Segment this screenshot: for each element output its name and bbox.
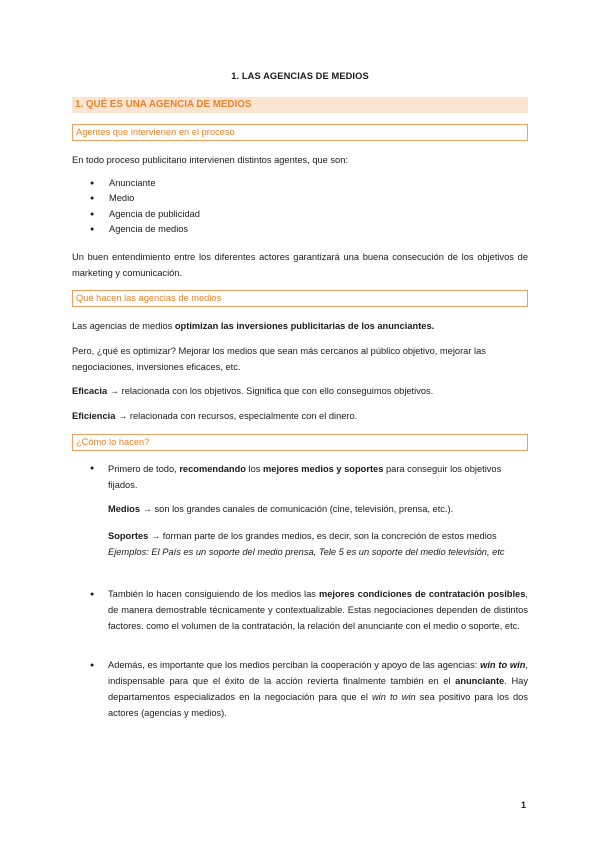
text-run: Las agencias de medios [72, 321, 175, 331]
document-title: 1. LAS AGENCIAS DE MEDIOS [231, 71, 369, 81]
eficacia-term: Eficacia [72, 386, 108, 396]
list-item: ● Medio [90, 191, 200, 206]
text-run: , indispensable para que el éxito de la acción revierta finalmente también en el [108, 660, 528, 686]
como-bullet-1 [108, 461, 528, 493]
como-bullet-3 [108, 657, 528, 721]
como-bullet-2 [108, 586, 528, 634]
text-run: Primero de todo, [108, 464, 180, 474]
que-hacen-p1 [72, 318, 528, 334]
soportes-text: → forman parte de los grandes medios, es decir, son la concreción de estos medios [148, 531, 497, 541]
bullet-marker: ● [90, 591, 95, 598]
text-run: sea positivo para los dos actores (agencias y medios). [108, 692, 528, 718]
text-run-bold: mejores medios y soportes [263, 464, 384, 474]
soportes-definition [108, 528, 528, 560]
eficacia-text: → relacionada con los objetivos. Significa que con ello conseguimos objetivos. [107, 386, 434, 396]
text-run: los [245, 464, 264, 474]
bullet-marker: ● [90, 465, 95, 472]
agentes-outro: Un buen entendimiento entre los diferentes actores garantizará una buena consecución de los objetivos de marketing y comunicación. [72, 252, 528, 278]
text-run: , de manera demostrable técnicamente y contextualizable. Estas negociaciones dependen de distintos factores. como el volumen de la contratación, la relación del anunciante con el medio o soporte, etc. [108, 589, 528, 631]
medios-term: Medios [108, 504, 141, 514]
soportes-term: Soportes [108, 531, 149, 541]
subheading-como: ¿Cómo lo hacen? [72, 434, 528, 451]
soportes-example: Ejemplos: El País es un soporte del medio prensa, Tele 5 es un soporte del medio televisión, etc [108, 547, 505, 557]
medios-text: → son los grandes canales de comunicación (cine, televisión, prensa, etc.). [140, 504, 454, 514]
agentes-intro: En todo proceso publicitario intervienen distintos agentes, que son: [72, 155, 348, 165]
que-hacen-p2: Pero, ¿qué es optimizar? Mejorar los medios que sean más cercanos al público objetivo, mejorar las negociaciones, inversiones eficaces, etc. [72, 346, 486, 372]
eficacia-definition [72, 383, 528, 399]
text-run-bold: mejores condiciones de contratación posibles [318, 589, 526, 599]
list-item: ● Anunciante [90, 176, 200, 191]
subheading-que-hacen: Qué hacen las agencias de medios [72, 290, 528, 307]
section-heading: 1. QUÉ ES UNA AGENCIA DE MEDIOS [72, 97, 528, 113]
text-run-bold: anunciante [455, 676, 505, 686]
text-run: para conseguir los objetivos fijados. [108, 464, 502, 490]
text-run: Además, es importante que los medios perciban la cooperación y apoyo de las agencias: [108, 660, 481, 670]
text-run-italic: win to win [371, 692, 416, 702]
subheading-agentes: Agentes que intervienen en el proceso [72, 124, 528, 141]
list-item: ● Agencia de medios [90, 222, 200, 237]
text-run-bold: recomendando [179, 464, 246, 474]
bullet-marker: ● [90, 662, 95, 669]
list-item: ● Agencia de publicidad [90, 207, 200, 222]
eficiencia-term: Eficiencia [72, 411, 116, 421]
page-number: 1 [521, 800, 527, 810]
text-run: . Hay departamentos especializados en la negociación para que el [108, 676, 528, 702]
text-run-bold-italic: win to win [480, 660, 526, 670]
text-run-bold: optimizan las inversiones publicitarias de los anunciantes. [174, 321, 435, 331]
text-run: También lo hacen consiguiendo de los medios las [108, 589, 319, 599]
medios-definition [108, 501, 528, 517]
agentes-list [90, 176, 200, 237]
eficiencia-text: → relacionada con recursos, especialmente con el dinero. [115, 411, 358, 421]
eficiencia-definition [72, 408, 528, 424]
